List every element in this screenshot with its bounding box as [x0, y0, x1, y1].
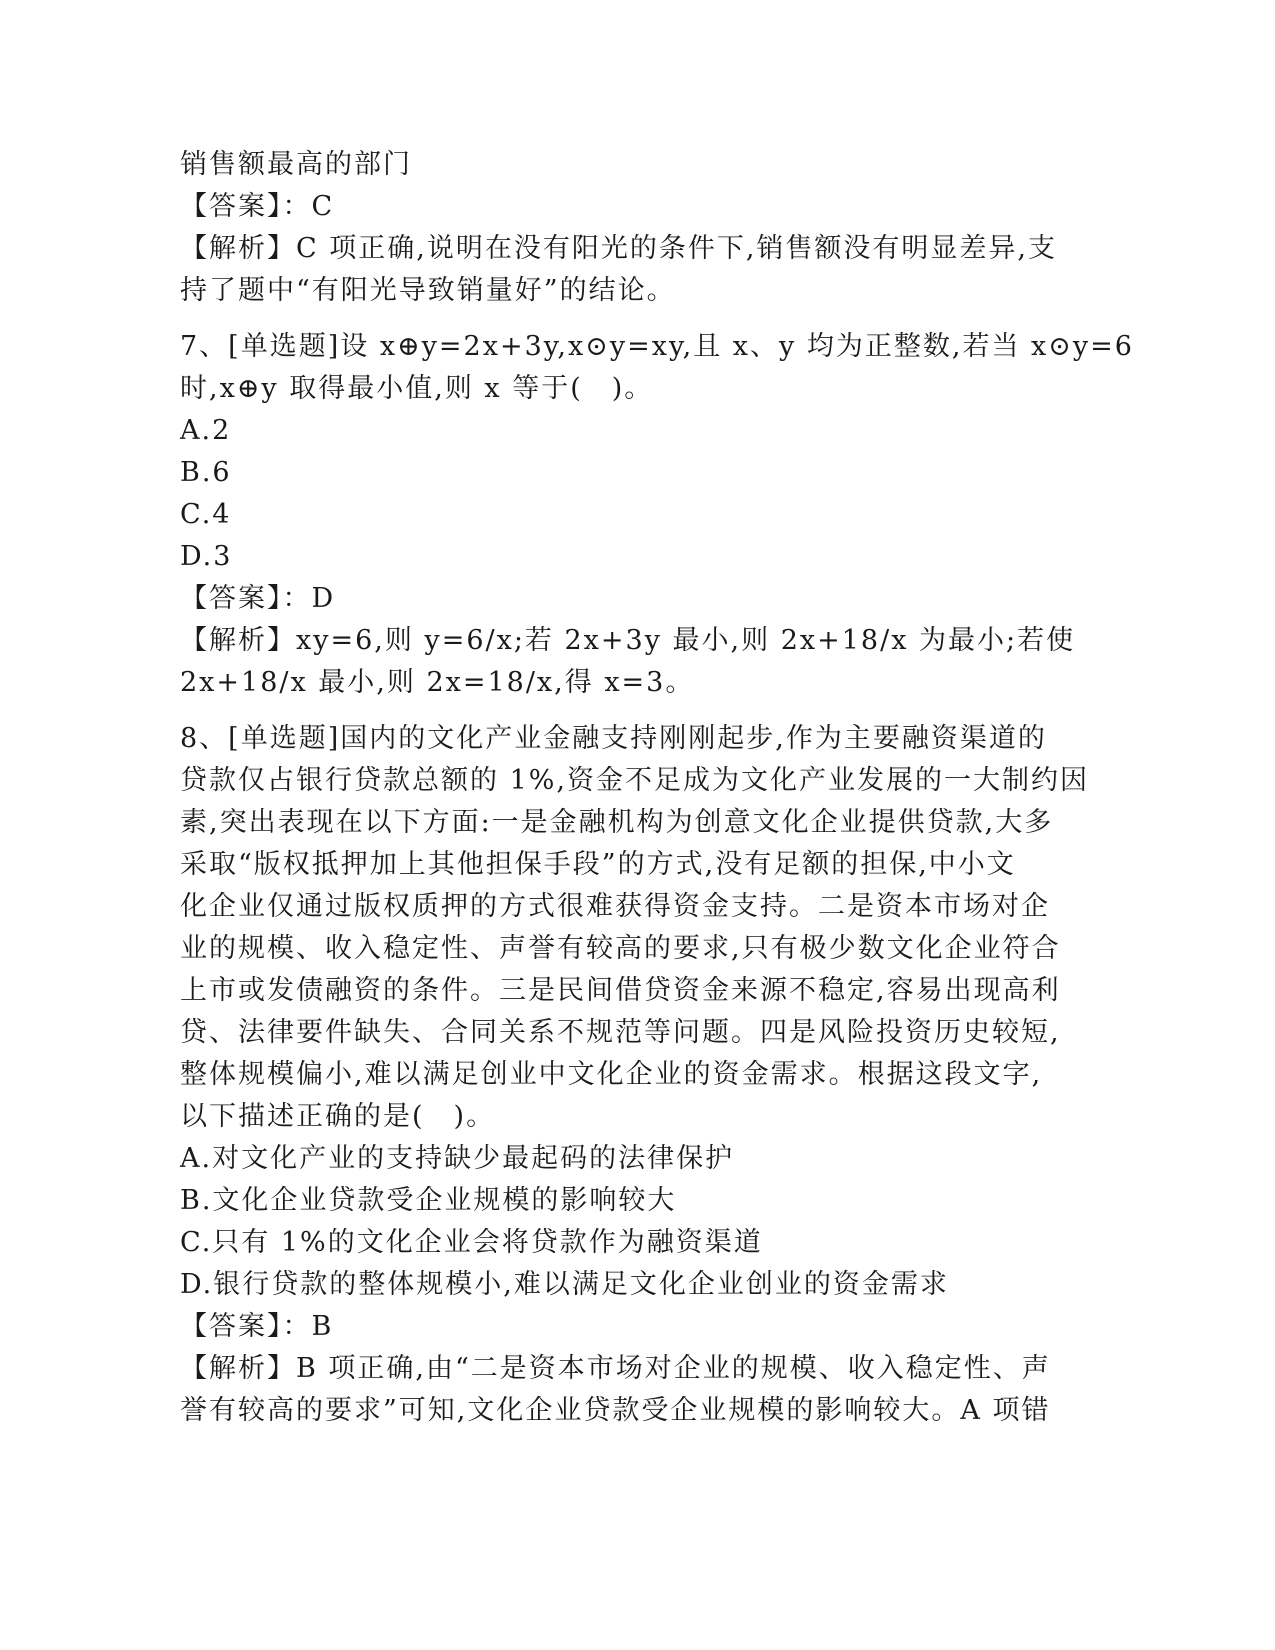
option-d: D.3	[180, 541, 233, 572]
answer-line: 【答案】：B	[180, 1311, 334, 1342]
question-stem-line: 时,x⊕y 取得最小值,则 x 等于( )。	[180, 373, 654, 404]
answer-line: 【答案】：D	[180, 583, 336, 614]
question-stem-line: 业的规模、收入稳定性、声誉有较高的要求,只有极少数文化企业符合	[180, 933, 1061, 964]
question-stem-line: 贷款仅占银行贷款总额的 1%,资金不足成为文化产业发展的一大制约因	[180, 765, 1089, 796]
prev-question	[180, 144, 1080, 312]
answer-line: 【答案】：C	[180, 191, 335, 222]
question-stem-line: 上市或发债融资的条件。三是民间借贷资金来源不稳定,容易出现高利	[180, 975, 1061, 1006]
question-stem-line: 贷、法律要件缺失、合同关系不规范等问题。四是风险投资历史较短,	[180, 1017, 1061, 1048]
explanation-line: 2x+18/x 最小,则 2x=18/x,得 x=3。	[180, 667, 695, 698]
explanation-line: 【解析】B 项正确,由“二是资本市场对企业的规模、收入稳定性、声	[180, 1353, 1051, 1384]
option-a: A.2	[180, 415, 232, 446]
question-stem-line: 采取“版权抵押加上其他担保手段”的方式,没有足额的担保,中小文	[180, 849, 1016, 880]
option-d: D.银行贷款的整体规模小,难以满足文化企业创业的资金需求	[180, 1269, 949, 1300]
option-b: B.6	[180, 457, 232, 488]
question-stem-line: 销售额最高的部门	[180, 149, 412, 180]
explanation-line: 持了题中“有阳光导致销量好”的结论。	[180, 275, 676, 306]
option-c: C.只有 1%的文化企业会将贷款作为融资渠道	[180, 1227, 763, 1258]
option-c: C.4	[180, 499, 232, 530]
question-8	[180, 718, 1089, 1432]
option-b: B.文化企业贷款受企业规模的影响较大	[180, 1185, 677, 1216]
option-a: A.对文化产业的支持缺少最起码的法律保护	[180, 1143, 735, 1174]
explanation-line: 誉有较高的要求”可知,文化企业贷款受企业规模的影响较大。A 项错	[180, 1395, 1051, 1426]
question-stem-line: 8、[单选题]国内的文化产业金融支持刚刚起步,作为主要融资渠道的	[180, 723, 1047, 754]
explanation-line: 【解析】C 项正确,说明在没有阳光的条件下,销售额没有明显差异,支	[180, 233, 1057, 264]
explanation-line: 【解析】xy=6,则 y=6/x;若 2x+3y 最小,则 2x+18/x 为最小;若使	[180, 625, 1076, 656]
question-stem-line: 7、[单选题]设 x⊕y=2x+3y,x⊙y=xy,且 x、y 均为正整数,若当 x⊙y=6	[180, 331, 1134, 362]
question-stem-line: 素,突出表现在以下方面:一是金融机构为创意文化企业提供贷款,大多	[180, 807, 1054, 838]
question-stem-line: 整体规模偏小,难以满足创业中文化企业的资金需求。根据这段文字,	[180, 1059, 1043, 1090]
document-page	[180, 144, 1134, 1432]
question-stem-line: 以下描述正确的是( )。	[180, 1101, 496, 1132]
question-7	[180, 326, 1134, 704]
question-stem-line: 化企业仅通过版权质押的方式很难获得资金支持。二是资本市场对企	[180, 891, 1050, 922]
